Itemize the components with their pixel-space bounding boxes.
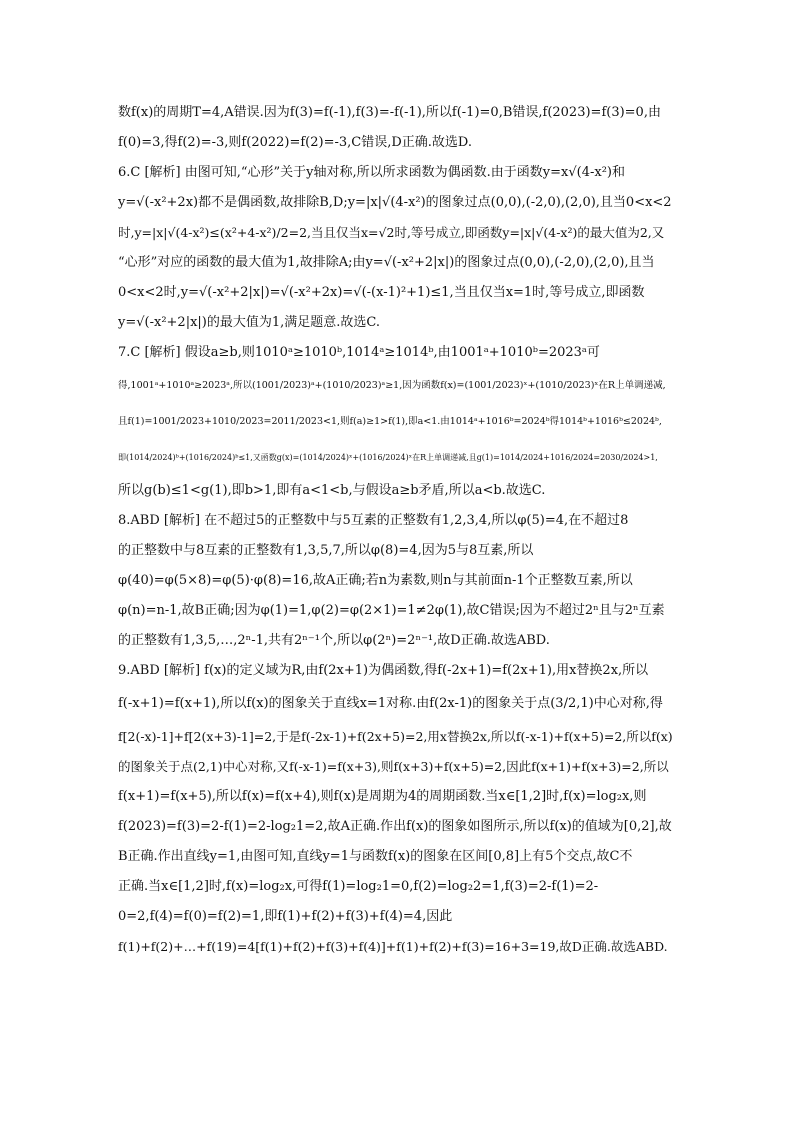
text-line-24: f(2023)=f(3)=2-f(1)=2-log₂1=2,故A正确.作出f(x)的图象如图所示,所以f(x)的值域为[0,2],故 <box>118 819 672 834</box>
solution-text <box>118 98 674 962</box>
text-line-14: 8.ABD [解析] 在不超过5的正整数中与5互素的正整数有1,2,3,4,所以φ(5)=4,在不超过8 <box>118 513 629 528</box>
text-line-18: 的正整数有1,3,5,…,2ⁿ-1,共有2ⁿ⁻¹个,所以φ(2ⁿ)=2ⁿ⁻¹,故D正确.故选ABD. <box>118 633 550 648</box>
text-line-11: 且f(1)=1001/2023+1010/2023=2011/2023<1,则f(a)≥1>f(1),即a<1.由1014ᵃ+1016ᵇ=2024ᵇ得1014ᵇ+1016ᵇ≤2024ᵇ, <box>118 416 662 427</box>
text-line-25: B正确.作出直线y=1,由图可知,直线y=1与函数f(x)的图象在区间[0,8]上有5个交点,故C不 <box>118 849 633 864</box>
text-line-22: 的图象关于点(2,1)中心对称,又f(-x-1)=f(x+3),则f(x+3)+f(x+5)=2,因此f(x+1)+f(x+3)=2,所以 <box>118 759 669 774</box>
text-line-23: f(x+1)=f(x+5),所以f(x)=f(x+4),则f(x)是周期为4的周期函数.当x∈[1,2]时,f(x)=log₂x,则 <box>118 789 647 804</box>
text-line-19: 9.ABD [解析] f(x)的定义域为R,由f(2x+1)为偶函数,得f(-2x+1)=f(2x+1),用x替换2x,所以 <box>118 663 649 678</box>
text-line-28: f(1)+f(2)+…+f(19)=4[f(1)+f(2)+f(3)+f(4)]+f(1)+f(2)+f(3)=16+3=19,故D正确.故选ABD. <box>118 939 668 954</box>
text-line-27: 0=2,f(4)=f(0)=f(2)=1,即f(1)+f(2)+f(3)+f(4)=4,因此 <box>118 909 453 924</box>
text-line-20: f(-x+1)=f(x+1),所以f(x)的图象关于直线x=1对称.由f(2x-1)的图象关于点(3/2,1)中心对称,得 <box>118 696 663 711</box>
text-line-10: 得,1001ᵃ+1010ᵃ≥2023ᵃ,所以(1001/2023)ᵃ+(1010/2023)ᵃ≥1,因为函数f(x)=(1001/2023)ˣ+(1010/2023)ˣ在R上单调递减, <box>118 380 666 391</box>
text-line-1: 数f(x)的周期T=4,A错误.因为f(3)=f(-1),f(3)=-f(-1),所以f(-1)=0,B错误,f(2023)=f(3)=0,由 <box>118 105 661 120</box>
text-line-2: f(0)=3,得f(2)=-3,则f(2022)=f(2)=-3,C错误,D正确.故选D. <box>118 135 473 150</box>
text-line-16: φ(40)=φ(5×8)=φ(5)·φ(8)=16,故A正确;若n为素数,则n与其前面n-1个正整数互素,所以 <box>118 573 633 588</box>
text-line-6: “心形”对应的函数的最大值为1,故排除A;由y=√(-x²+2|x|)的图象过点(0,0),(-2,0),(2,0),且当 <box>118 255 655 270</box>
text-line-15: 的正整数中与8互素的正整数有1,3,5,7,所以φ(8)=4,因为5与8互素,所以 <box>118 543 534 558</box>
text-line-8: y=√(-x²+2|x|)的最大值为1,满足题意.故选C. <box>118 315 381 330</box>
text-line-3: 6.C [解析] 由图可知,“心形”关于y轴对称,所以所求函数为偶函数.由于函数y=x√(4-x²)和 <box>118 165 625 180</box>
text-line-7: 0<x<2时,y=√(-x²+2|x|)=√(-x²+2x)=√(-(x-1)²+1)≤1,当且仅当x=1时,等号成立,即函数 <box>118 285 645 300</box>
text-line-5: 时,y=|x|√(4-x²)≤(x²+4-x²)/2=2,当且仅当x=√2时,等号成立,即函数y=|x|√(4-x²)的最大值为2,又 <box>118 225 665 240</box>
text-line-4: y=√(-x²+2x)都不是偶函数,故排除B,D;y=|x|√(4-x²)的图象过点(0,0),(-2,0),(2,0),且当0<x<2 <box>118 195 672 210</box>
text-line-13: 所以g(b)≤1<g(1),即b>1,即有a<1<b,与假设a≥b矛盾,所以a<b.故选C. <box>118 483 546 498</box>
text-line-9: 7.C [解析] 假设a≥b,则1010ᵃ≥1010ᵇ,1014ᵃ≥1014ᵇ,由1001ᵃ+1010ᵇ=2023ᵃ可 <box>118 345 600 360</box>
text-line-17: φ(n)=n-1,故B正确;因为φ(1)=1,φ(2)=φ(2×1)=1≠2φ(1),故C错误;因为不超过2ⁿ且与2ⁿ互素 <box>118 603 665 618</box>
text-line-26: 正确.当x∈[1,2]时,f(x)=log₂x,可得f(1)=log₂1=0,f(2)=log₂2=1,f(3)=2-f(1)=2- <box>118 879 599 894</box>
text-line-21: f[2(-x)-1]+f[2(x+3)-1]=2,于是f(-2x-1)+f(2x+5)=2,用x替换2x,所以f(-x-1)+f(x+5)=2,所以f(x) <box>118 729 673 744</box>
text-line-12: 即(1014/2024)ᵇ+(1016/2024)ᵇ≤1,又函数g(x)=(1014/2024)ˣ+(1016/2024)ˣ在R上单调递减,且g(1)=1014/2024+1016/2024=2030/2024>1, <box>118 453 658 462</box>
